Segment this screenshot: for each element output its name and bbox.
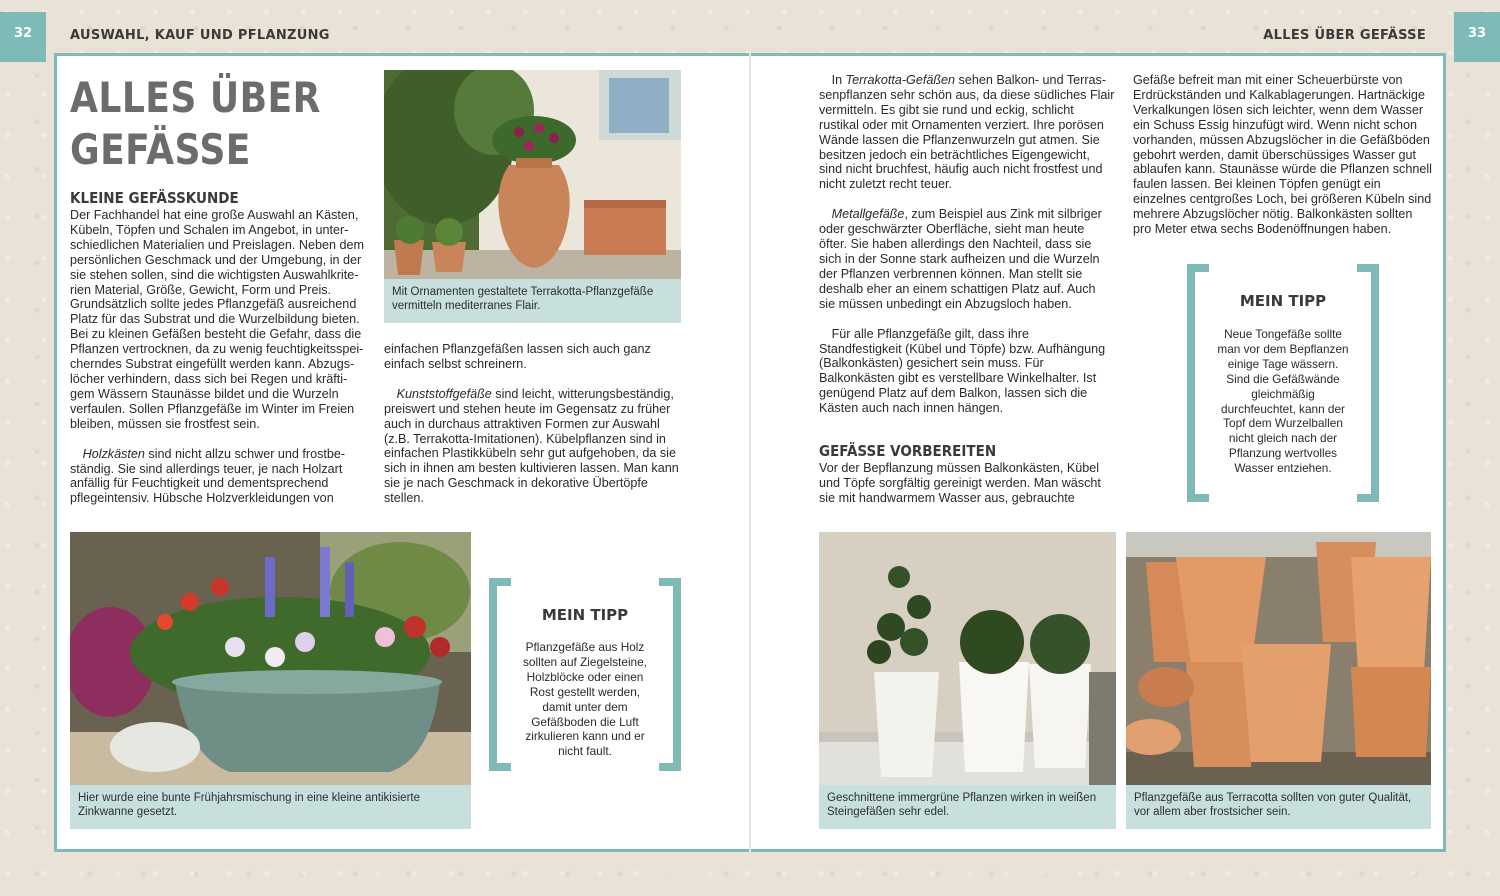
text-column-2 bbox=[384, 342, 682, 506]
caption-terracotta-stack: Pflanzgefäße aus Terracotta sollten von guter Qualität, vor allem aber frostsicher sein. bbox=[1126, 785, 1431, 829]
left-page-number: 32 bbox=[0, 12, 46, 62]
text-column-3 bbox=[819, 73, 1115, 416]
tip-text: Neue Tongefäße sollte man vor dem Bepflanzen einige Tage wässern. Sind die Gefäßwände gleichmäßig durchfeuchtet, kann der Topf dem Wurzelballen nicht gleich nach der Pflanzung wertvolles Wasser entziehen. bbox=[1217, 327, 1349, 476]
caption-zinc-tub: Hier wurde eine bunte Frühjahrsmischung in eine kleine antikisierte Zinkwanne gesetzt. bbox=[70, 785, 471, 829]
paragraph-vorbereiten-cont: Gefäße befreit man mit einer Scheuerbürste von Erdrückständen und Kalkablagerungen. Hartnäckige Verkalkungen lösen sich leichter, wenn dem Wasser ein Schuss Essig hinzufügt wird. Wenn nicht schon vorhanden, müssen Abzugslöcher in die Gefäßböden gebohrt werden, damit überschüssiges Wasser gut ablaufen kann. Staunässe würde die Pflanzen schnell faulen lassen. Bei kleinen Töpfen genügt ein einzelnes centgroßes Loch, bei größeren Kübeln sind mehrere Abzugslöcher nötig. Balkonkästen sollten pro Meter etwa sechs Bodenöffnungen haben. bbox=[1133, 73, 1432, 237]
photo-terracotta-wall bbox=[384, 70, 681, 279]
emphasis-metall: Metallgefäße bbox=[831, 207, 905, 222]
paragraph-holzkaesten-text: sind nicht allzu schwer und frostbeständig. Sie sind allerdings teuer, je nach Holzart anfällig für Feuchtigkeit und dementsprechend pflegeintensiv. Hübsche Holzverkleidungen von bbox=[70, 446, 346, 506]
section-heading-gefaesskunde: KLEINE GEFÄSSKUNDE bbox=[70, 189, 239, 207]
paragraph-holzkaesten bbox=[70, 447, 365, 507]
terracotta-wall-illustration bbox=[384, 70, 681, 279]
paragraph-holzverkleidungen: einfachen Pflanzgefäßen lassen sich auch ganz einfach selbst schreinern. bbox=[384, 342, 651, 371]
paragraph-metall bbox=[819, 207, 1115, 311]
tip-heading: MEIN TIPP bbox=[1239, 292, 1327, 310]
emphasis-kunststoff: Kunststoffgefäße bbox=[396, 386, 492, 401]
paragraph-terrakotta-lead: In bbox=[831, 73, 846, 87]
paragraph-metall-text: , zum Beispiel aus Zink mit silbriger oder geschwärzter Oberfläche, sieht man heute öfter. Sie haben allerdings den Nachteil, dass sie sich in der Sonne stark aufheizen und die Wurzeln der Pflanzen verbrennen können. Man stellt sie deshalb eher an einem schattigen Platz auf. Auch sie müssen unbedingt ein Abzugsloch haben. bbox=[819, 207, 1102, 311]
text-vorbereiten-start bbox=[819, 461, 1115, 506]
page-title bbox=[70, 72, 321, 176]
paragraph-kunststoff bbox=[384, 387, 682, 506]
terracotta-stack-illustration bbox=[1126, 532, 1431, 785]
left-running-title: AUSWAHL, KAUF UND PFLANZUNG bbox=[70, 28, 330, 43]
white-planters-illustration bbox=[819, 532, 1116, 785]
emphasis-holzkaesten: Holzkästen bbox=[82, 446, 145, 461]
text-column-1 bbox=[70, 208, 365, 506]
paragraph-terrakotta bbox=[819, 73, 1115, 192]
paragraph-vorbereiten: Vor der Bepflanzung müssen Balkonkästen, Kübel und Töpfe sorgfältig gereinigt werden. Man wäscht sie mit handwarmem Wasser aus, gebrauchte bbox=[819, 461, 1101, 505]
section-heading-vorbereiten: GEFÄSSE VORBEREITEN bbox=[819, 442, 997, 460]
caption-white-planters: Geschnittene immergrüne Pflanzen wirken in weißen Steingefäßen sehr edel. bbox=[819, 785, 1116, 829]
title-line-2: GEFÄSSE bbox=[70, 125, 251, 174]
tip-box-clay bbox=[1187, 264, 1379, 502]
caption-terracotta-wall: Mit Ornamenten gestaltete Terrakotta-Pflanzgefäße vermitteln mediterranes Flair. bbox=[384, 279, 681, 323]
tip-text: Pflanzgefäße aus Holz sollten auf Ziegelsteine, Holzblöcke oder einen Rost gestellt werden, damit unter dem Gefäßboden die Luft zirkulieren kann und er nicht fault. bbox=[523, 640, 647, 759]
emphasis-terrakotta: Terrakotta-Gefäßen bbox=[845, 73, 956, 87]
photo-terracotta-stack bbox=[1126, 532, 1431, 785]
zinc-tub-illustration bbox=[70, 532, 471, 785]
paragraph-standfestigkeit-text: Für alle Pflanzgefäße gilt, dass ihre Standfestigkeit (Kübel und Töpfe) bzw. Aufhängung (Balkonkästen) gesichert sein muss. Für Balkonkästen gibt es verstellbare Winkelhalter. Ist genügend Platz auf dem Balkon, lassen sich die Kästen auch nach innen hängen. bbox=[819, 326, 1106, 416]
tip-heading: MEIN TIPP bbox=[541, 606, 629, 624]
right-page-number: 33 bbox=[1454, 12, 1500, 62]
paragraph-terrakotta-text: sehen Balkon- und Terrassenpflanzen sehr schön aus, da diese südliches Flair vermitteln. Es gibt sie rund und eckig, schlicht rustikal oder mit Ornamenten verziert. Ihre porösen Wände lassen die Pflanzenwurzeln gut atmen. Sie besitzen jedoch ein beträchtliches Eigengewicht, sind nicht bruchfest, häufig auch nicht frostfest und nicht zuletzt recht teuer. bbox=[819, 73, 1115, 192]
tip-box-wood bbox=[489, 578, 681, 771]
photo-white-planters bbox=[819, 532, 1116, 785]
paragraph-kunststoff-text: sind leicht, witterungsbeständig, preiswert und stehen heute im Gegensatz zu früher auch in durchaus attraktiven Formen zur Auswahl (z.B. Terrakotta-Imitationen). Kübelpflanzen sind in einfachen Plastikkübeln sehr gut aufgehoben, da sie sich in ihnen am besten kultivieren lassen. Man kann sie je nach Geschmack in dekorative Übertöpfe stellen. bbox=[384, 386, 679, 506]
paragraph-standfestigkeit bbox=[819, 327, 1115, 416]
text-column-4 bbox=[1133, 73, 1432, 237]
photo-zinc-tub bbox=[70, 532, 471, 785]
right-running-title: ALLES ÜBER GEFÄSSE bbox=[1263, 28, 1426, 43]
paragraph-intro: Der Fachhandel hat eine große Auswahl an Kästen, Kübeln, Töpfen und Schalen im Angebot, in unterschiedlichen Materialien und Preislagen. Neben dem persönlichen Geschmack und der Umgebung, in der sie stehen sollen, sind die wichtigsten Auswahlkriterien Material, Größe, Gewicht, Form und Preis. Grundsätzlich sollte jedes Pflanzgefäß ausreichend Platz für das Substrat und die Wurzelbildung bieten. Bei zu kleinen Gefäßen besteht die Gefahr, dass die Pflanzen vertrocknen, da zu wenig feuchtigkeitsspeicherndes Substrat eingefüllt werden kann. Abzugslöcher verhindern, dass sich bei Regen und kräftigem Wässern Staunässe bildet und die Wurzeln verfaulen. Sollen Pflanzgefäße im Winter im Freien bleiben, müssen sie frostfest sein. bbox=[70, 208, 365, 431]
title-line-1: ALLES ÜBER bbox=[70, 73, 321, 122]
